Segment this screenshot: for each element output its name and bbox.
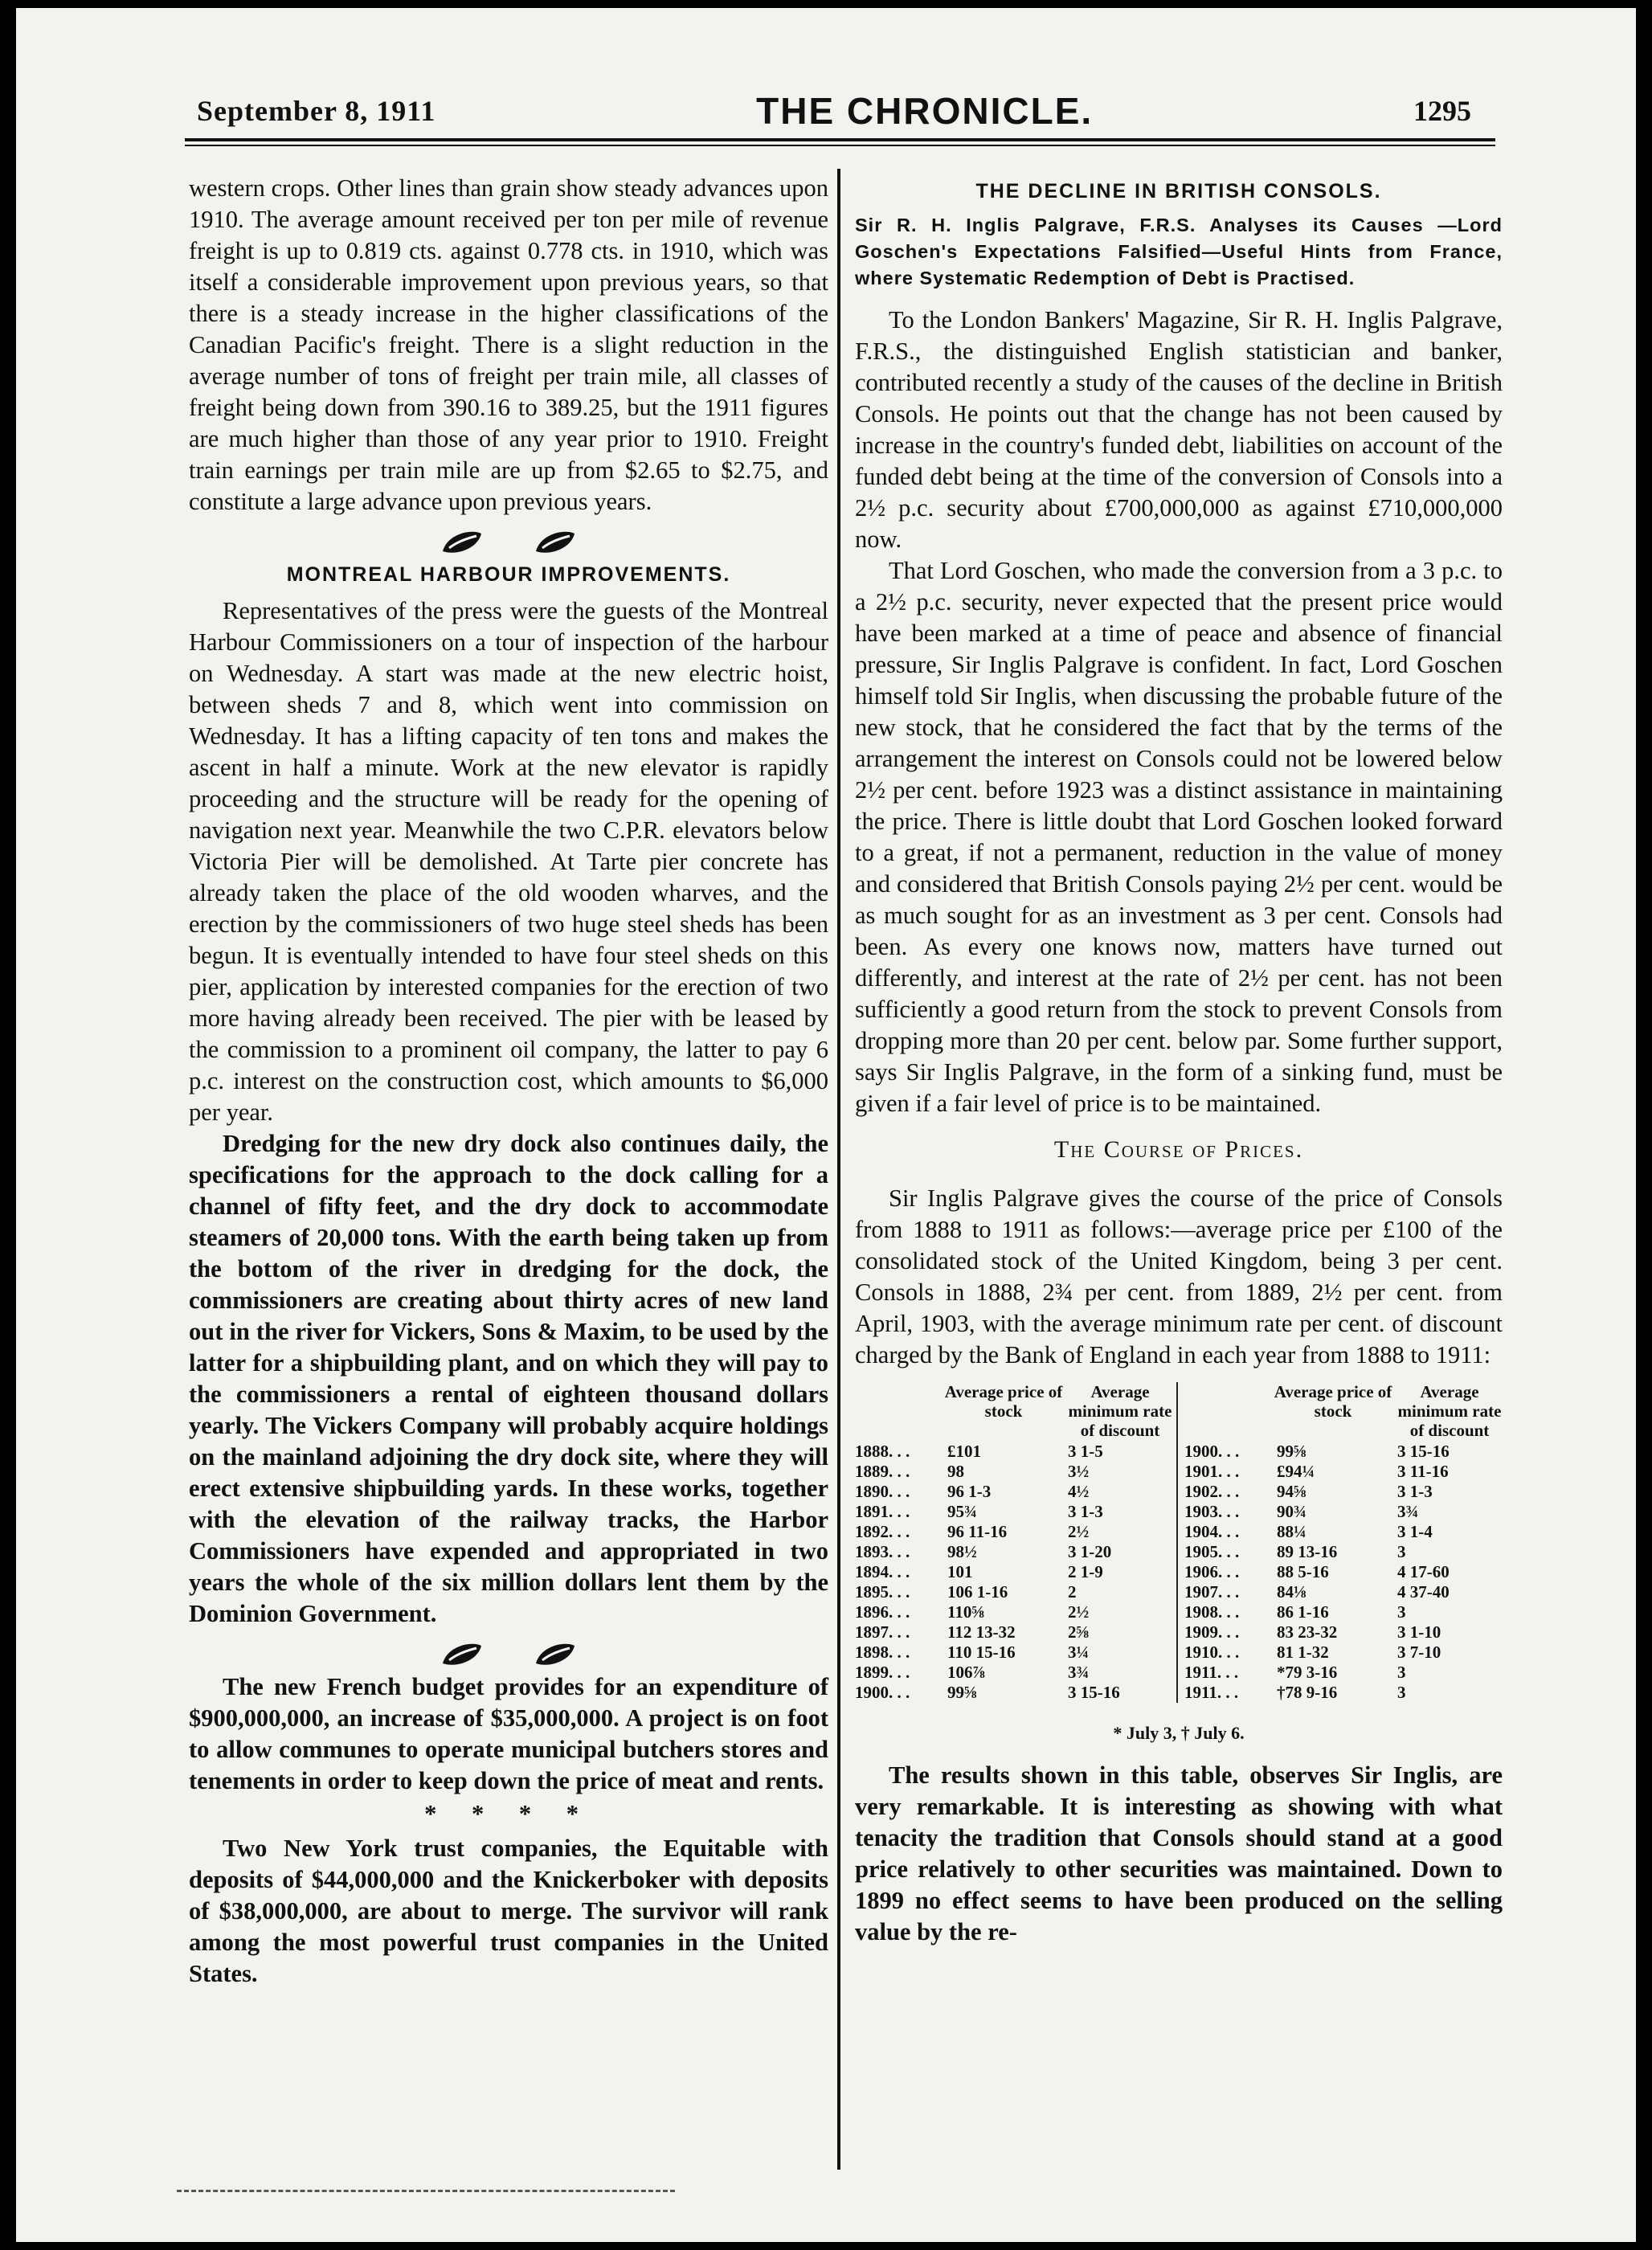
table-price-cell: 96 11-16 <box>947 1522 1008 1541</box>
table-year-cell: 1908. . . <box>1184 1602 1240 1622</box>
consols-paragraph-2: That Lord Goschen, who made the conversion from a 3 p.c. to a 2½ p.c. security, never expected that the present price would have been marked at a time of peace and absence of financial pressure, Sir Inglis Palgrave is confident. In fact, Lord Goschen himself told Sir Inglis, when discussing the probable future of the new stock, that he considered the fact that by the terms of the arrangement the interest on Consols could not be lowered below 2½ per cent. before 1923 was a distinct assistance in maintaining the price. There is little doubt that Lord Goschen looked forward to a great, if not a permanent, reduction in the value of money and considered that British Consols paying 2½ per cent. would be as much sought for as an investment as 3 per cent. Consols had been. As every one knows now, matters have turned out differently, and interest at the rate of 2½ per cent. has not been sufficiently a good return from the stock to prevent Consols from dropping more than 20 per cent. below par. Some further support, says Sir Inglis Palgrave, in the form of a sinking fund, must be given if a fair level of price is to be maintained. <box>855 557 1503 1117</box>
table-year-cell: 1888. . . <box>855 1442 910 1461</box>
section-ornament <box>189 529 828 556</box>
table-year-cell: 1907. . . <box>1184 1582 1240 1602</box>
table-rate-cell: 3 <box>1397 1663 1406 1682</box>
table-year-cell: 1911. . . <box>1184 1683 1239 1702</box>
table-row <box>855 1522 1176 1542</box>
table-row <box>855 1602 1176 1622</box>
table-price-cell: £94¼ <box>1277 1462 1315 1481</box>
table-rate-cell: 4½ <box>1068 1482 1090 1501</box>
ornament-leaf-icon <box>440 1641 485 1668</box>
harbour-paragraph-1: Representatives of the press were the guests of the Montreal Harbour Commissioners on a tour of inspection of the harbour on Wednesday. A start was made at the new electric hoist, between sheds 7 and 8, which went into commission on Wednesday. It has a lifting capacity of ten tons and makes the ascent in half a minute. Work at the new elevator is rapidly proceeding and the structure will be ready for the opening of navigation next year. Meanwhile the two C.P.R. elevators below Victoria Pier will be demolished. At Tarte pier concrete has already taken the place of the old wooden wharves, and the erection by the commissioners of two huge steel sheds has been begun. It is eventually intended to have four steel sheds on this pier, application by interested companies for the erection of two more having already been received. The pier with be leased by the commission to a prominent oil company, the latter to pay 6 p.c. interest on the construction cost, which amounts to $6,000 per year. <box>189 597 828 1126</box>
table-row <box>1184 1442 1506 1462</box>
table-rate-cell: 3¾ <box>1068 1663 1090 1682</box>
budget-paragraph: The new French budget provides for an expenditure of $900,000,000, an increase of $35,000,000. A project is on foot to allow communes to operate municipal butchers stores and tenements in order to keep down the price of meat and rents. <box>189 1673 828 1794</box>
table-price-cell: 95¾ <box>947 1502 977 1521</box>
table-row <box>855 1582 1176 1602</box>
table-price-cell: £101 <box>947 1442 981 1461</box>
table-row <box>855 1502 1176 1522</box>
table-row <box>1184 1622 1506 1642</box>
table-price-cell: 89 13-16 <box>1277 1542 1338 1561</box>
table-price-cell: 106⅞ <box>947 1663 986 1682</box>
table-price-cell: 106 1-16 <box>947 1582 1008 1602</box>
table-price-cell: *79 3-16 <box>1277 1663 1338 1682</box>
table-rate-cell: 3 15-16 <box>1397 1442 1450 1461</box>
table-year-cell: 1903. . . <box>1184 1502 1240 1521</box>
table-price-cell: 99⅝ <box>1277 1442 1306 1461</box>
table-price-cell: 98½ <box>947 1542 977 1561</box>
table-price-cell: 110 15-16 <box>947 1642 1016 1662</box>
table-rate-cell: 3 7-10 <box>1397 1642 1441 1662</box>
consols-paragraph-1: To the London Bankers' Magazine, Sir R. H. Inglis Palgrave, F.R.S., the distinguished English statistician and banker, contributed recently a study of the causes of the decline in British Consols. He points out that the change has not been caused by increase in the country's funded debt, liabilities on account of the funded debt being at the time of the conversion of Consols into a 2½ p.c. security about £700,000,000 as against £710,000,000 now. <box>855 306 1503 553</box>
table-rate-cell: 3 <box>1397 1683 1406 1702</box>
harbour-paragraph-2: Dredging for the new dry dock also continues daily, the specifications for the approach to the dock calling for a channel of fifty feet, and the dry dock to accommodate steamers of 20,000 tons. With the earth being taken up from the bottom of the river in dredging for the dock, the commissioners are creating about thirty acres of new land out in the river for Vickers, Sons & Maxim, to be used by the latter for a shipbuilding plant, and on which they will pay to the commissioners a rental of eighteen thousand dollars yearly. The Vickers Company will probably acquire holdings on the mainland adjoining the dry dock site, where they will erect extensive shipbuilding yards. In these works, together with the elevation of the railway tracks, the Harbor Commissioners have expended and appropriated in two years the whole of the six million dollars lent them by the Dominion Government. <box>189 1130 828 1627</box>
table-year-cell: 1901. . . <box>1184 1462 1240 1481</box>
table-row <box>1184 1602 1506 1622</box>
table-price-cell: 99⅝ <box>947 1683 977 1702</box>
table-rate-cell: 3 1-4 <box>1397 1522 1433 1541</box>
table-year-cell: 1897. . . <box>855 1622 910 1642</box>
table-price-cell: 86 1-16 <box>1277 1602 1329 1622</box>
right-column <box>855 173 1503 1948</box>
table-rate-cell: 3 1-20 <box>1068 1542 1112 1561</box>
table-price-cell: †78 9-16 <box>1277 1683 1338 1702</box>
table-row <box>855 1442 1176 1462</box>
table-price-cell: 98 <box>947 1462 964 1481</box>
header-rule-thick <box>185 138 1495 141</box>
table-price-cell: 90¾ <box>1277 1502 1306 1521</box>
table-year-cell: 1910. . . <box>1184 1642 1240 1662</box>
table-year-cell: 1890. . . <box>855 1482 910 1501</box>
table-year-cell: 1893. . . <box>855 1542 910 1561</box>
table-row <box>855 1683 1176 1703</box>
column-header-price: Average price of stock <box>1274 1382 1392 1421</box>
stars-separator: * * * * <box>424 1800 593 1827</box>
table-row <box>1184 1482 1506 1502</box>
table-year-cell: 1895. . . <box>855 1582 910 1602</box>
intro-paragraph: western crops. Other lines than grain show steady advances upon 1910. The average amount received per ton per mile of revenue freight is up to 0.819 cts. against 0.778 cts. in 1910, which was itself a considerable improvement upon previous years, so that there is a steady increase in the higher classifications of the Canadian Pacific's freight. There is a slight reduction in the average number of tons of freight per train mile, all classes of freight being down from 390.16 to 389.25, but the 1911 figures are much higher than those of any year prior to 1910. Freight train earnings per train mile are up from $2.65 to $2.75, and constitute a large advance upon previous years. <box>189 174 828 515</box>
table-row <box>1184 1462 1506 1482</box>
table-row <box>1184 1542 1506 1562</box>
bottom-rule <box>177 2190 675 2195</box>
consols-paragraph-4: The results shown in this table, observes Sir Inglis, are very remarkable. It is interesting as showing with what tenacity the tradition that Consols should stand at a good price relatively to other securities was maintained. Down to 1899 no effect seems to have been produced on the selling value by the re- <box>855 1761 1503 1945</box>
table-year-cell: 1892. . . <box>855 1522 910 1541</box>
ornament-leaf-icon <box>533 1641 578 1668</box>
header-rule-thin <box>185 145 1495 146</box>
table-row <box>855 1663 1176 1683</box>
ornament-leaf-icon <box>533 529 578 556</box>
table-year-cell: 1902. . . <box>1184 1482 1240 1501</box>
table-row <box>1184 1522 1506 1542</box>
column-divider <box>837 169 840 2170</box>
table-footnote: * July 3, † July 6. <box>1113 1723 1245 1743</box>
table-row <box>1184 1683 1506 1703</box>
table-year-cell: 1899. . . <box>855 1663 910 1682</box>
table-rate-cell: 3 <box>1397 1602 1406 1622</box>
table-right-rows <box>1184 1442 1506 1703</box>
table-price-cell: 88 5-16 <box>1277 1562 1329 1581</box>
table-header-row <box>1184 1382 1506 1440</box>
table-year-cell: 1904. . . <box>1184 1522 1240 1541</box>
header-date: September 8, 1911 <box>197 95 436 127</box>
table-rate-cell: 3 1-3 <box>1068 1502 1103 1521</box>
table-rate-cell: 3 1-5 <box>1068 1442 1103 1461</box>
consols-paragraph-3: Sir Inglis Palgrave gives the course of the price of Consols from 1888 to 1911 as follows:—average price per £100 of the consolidated stock of the United Kingdom, being 3 per cent. Consols in 1888, 2¾ per cent. from 1889, 2½ per cent. from April, 1903, with the average minimum rate per cent. of discount charged by the Bank of England in each year from 1888 to 1911: <box>855 1184 1503 1368</box>
header-page-number: 1295 <box>1413 95 1471 127</box>
table-row <box>855 1462 1176 1482</box>
table-rate-cell: 3 <box>1397 1542 1406 1561</box>
ornament-leaf-icon <box>440 529 485 556</box>
course-of-prices-heading: The Course of Prices. <box>1053 1136 1304 1163</box>
table-rate-cell: 2 <box>1068 1582 1077 1602</box>
table-price-cell: 110⅝ <box>947 1602 985 1622</box>
table-rate-cell: 3¾ <box>1397 1502 1419 1521</box>
table-year-cell: 1889. . . <box>855 1462 910 1481</box>
table-rate-cell: 3 15-16 <box>1068 1683 1120 1702</box>
table-rate-cell: 3 1-3 <box>1397 1482 1433 1501</box>
table-rate-cell: 2⅝ <box>1068 1622 1090 1642</box>
table-price-cell: 96 1-3 <box>947 1482 992 1501</box>
harbour-heading: MONTREAL HARBOUR IMPROVEMENTS. <box>286 563 731 586</box>
table-price-cell: 83 23-32 <box>1277 1622 1338 1642</box>
table-price-cell: 101 <box>947 1562 973 1581</box>
table-row <box>1184 1562 1506 1582</box>
table-row <box>855 1622 1176 1642</box>
table-right-half <box>1176 1382 1506 1703</box>
page-header <box>197 87 1471 135</box>
table-row <box>855 1562 1176 1582</box>
table-rate-cell: 2 1-9 <box>1068 1562 1103 1581</box>
table-left-half <box>855 1382 1176 1703</box>
table-rate-cell: 3¼ <box>1068 1642 1090 1662</box>
table-year-cell: 1905. . . <box>1184 1542 1240 1561</box>
table-row <box>855 1542 1176 1562</box>
newspaper-page <box>16 8 1636 2242</box>
table-year-cell: 1894. . . <box>855 1562 910 1581</box>
consols-heading: THE DECLINE IN BRITISH CONSOLS. <box>975 180 1382 202</box>
table-row <box>1184 1582 1506 1602</box>
table-rate-cell: 2½ <box>1068 1522 1090 1541</box>
table-rate-cell: 3 11-16 <box>1397 1462 1449 1481</box>
table-price-cell: 88¼ <box>1277 1522 1306 1541</box>
table-row <box>855 1482 1176 1502</box>
table-row <box>855 1642 1176 1663</box>
table-price-cell: 81 1-32 <box>1277 1642 1329 1662</box>
table-row <box>1184 1502 1506 1522</box>
table-year-cell: 1911. . . <box>1184 1663 1239 1682</box>
table-price-cell: 84⅛ <box>1277 1582 1306 1602</box>
table-rate-cell: 4 37-40 <box>1397 1582 1450 1602</box>
column-header-rate: Average minimum rate of discount <box>1068 1382 1172 1440</box>
table-year-cell: 1900. . . <box>855 1683 910 1702</box>
table-year-cell: 1906. . . <box>1184 1562 1240 1581</box>
table-rate-cell: 2½ <box>1068 1602 1090 1622</box>
table-row <box>1184 1642 1506 1663</box>
column-header-price: Average price of stock <box>944 1382 1063 1421</box>
table-year-cell: 1900. . . <box>1184 1442 1240 1461</box>
table-header-row <box>855 1382 1176 1440</box>
table-rate-cell: 4 17-60 <box>1397 1562 1450 1581</box>
column-header-rate: Average minimum rate of discount <box>1397 1382 1502 1440</box>
table-year-cell: 1891. . . <box>855 1502 910 1521</box>
table-year-cell: 1896. . . <box>855 1602 910 1622</box>
table-left-rows <box>855 1442 1176 1703</box>
left-column <box>189 173 828 1990</box>
consols-price-table <box>855 1382 1503 1703</box>
table-year-cell: 1898. . . <box>855 1642 910 1662</box>
table-price-cell: 94⅝ <box>1277 1482 1306 1501</box>
table-rate-cell: 3 1-10 <box>1397 1622 1441 1642</box>
table-price-cell: 112 13-32 <box>947 1622 1016 1642</box>
trust-paragraph: Two New York trust companies, the Equitable with deposits of $44,000,000 and the Knickerboker with deposits of $38,000,000, are about to merge. The survivor will rank among the most powerful trust companies in the United States. <box>189 1835 828 1987</box>
table-year-cell: 1909. . . <box>1184 1622 1240 1642</box>
table-rate-cell: 3½ <box>1068 1462 1090 1481</box>
section-ornament <box>189 1641 828 1668</box>
table-row <box>1184 1663 1506 1683</box>
header-title: THE CHRONICLE. <box>756 90 1094 132</box>
consols-subheading: Sir R. H. Inglis Palgrave, F.R.S. Analyses its Causes —Lord Goschen's Expectations Falsified—Useful Hints from France, where Systematic Redemption of Debt is Practised. <box>855 215 1503 288</box>
